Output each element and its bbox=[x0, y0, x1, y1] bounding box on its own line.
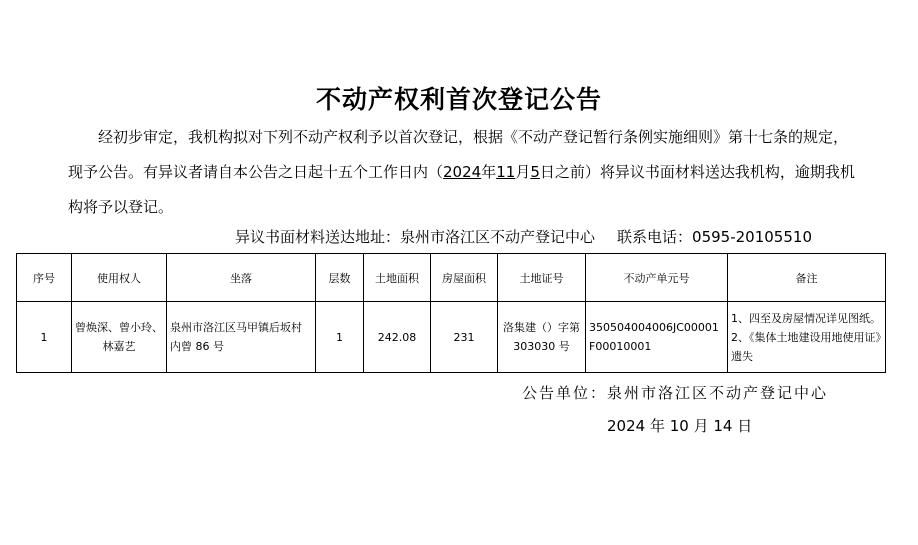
cell-location: 泉州市洛江区马甲镇后坂村内曾 86 号 bbox=[167, 302, 316, 373]
issuing-unit: 公告单位：泉州市洛江区不动产登记中心 bbox=[522, 384, 829, 402]
phone-label: 联系电话： bbox=[617, 228, 693, 246]
cell-unit-no: 350504004006JC00001F00010001 bbox=[586, 302, 728, 373]
column-header: 备注 bbox=[728, 254, 886, 302]
column-header: 土地证号 bbox=[498, 254, 586, 302]
cell-rights-holder: 曾焕深、曾小玲、林嘉艺 bbox=[72, 302, 167, 373]
deadline-month: 11 bbox=[496, 163, 516, 181]
table-row bbox=[17, 302, 886, 373]
column-header: 使用权人 bbox=[72, 254, 167, 302]
intro-text: 经初步审定，我机构拟对下列不动产权利予以首次登记，根据《不动产登记暂行条例实施细则》第十七条的规定，现予公告。有异议者请自本公告之日起十五个工作日内（ bbox=[68, 128, 849, 181]
objection-address-line bbox=[235, 226, 812, 247]
column-header: 坐落 bbox=[167, 254, 316, 302]
column-header: 土地面积 bbox=[364, 254, 431, 302]
cell-seq: 1 bbox=[17, 302, 72, 373]
deadline-month-unit: 月 bbox=[515, 163, 531, 181]
cell-building-area: 231 bbox=[431, 302, 498, 373]
column-header: 不动产单元号 bbox=[586, 254, 728, 302]
deadline-year: 2024 bbox=[443, 163, 482, 181]
issue-date: 2024 年 10 月 14 日 bbox=[607, 417, 753, 435]
registration-table bbox=[16, 253, 886, 373]
column-header: 房屋面积 bbox=[431, 254, 498, 302]
address-value: 泉州市洛江区不动产登记中心 bbox=[400, 228, 596, 246]
cell-floors: 1 bbox=[316, 302, 364, 373]
phone-value: 0595-20105510 bbox=[692, 228, 812, 246]
cell-land-area: 242.08 bbox=[364, 302, 431, 373]
cell-land-cert-no: 洛集建（）字第 303030 号 bbox=[498, 302, 586, 373]
page-title: 不动产权利首次登记公告 bbox=[315, 85, 602, 114]
column-header: 层数 bbox=[316, 254, 364, 302]
cell-remarks: 1、四至及房屋情况详见图纸。2、《集体土地建设用地使用证》遗失 bbox=[728, 302, 886, 373]
table-header-row bbox=[17, 254, 886, 302]
column-header: 序号 bbox=[17, 254, 72, 302]
announcement-body bbox=[68, 120, 858, 225]
deadline-day: 5 bbox=[530, 163, 540, 181]
deadline-year-unit: 年 bbox=[481, 163, 497, 181]
address-label: 异议书面材料送达地址： bbox=[235, 228, 401, 246]
intro-text-end: 日之前）将异议书面材料送达我机构，逾期我机构将予以登记。 bbox=[68, 163, 855, 216]
